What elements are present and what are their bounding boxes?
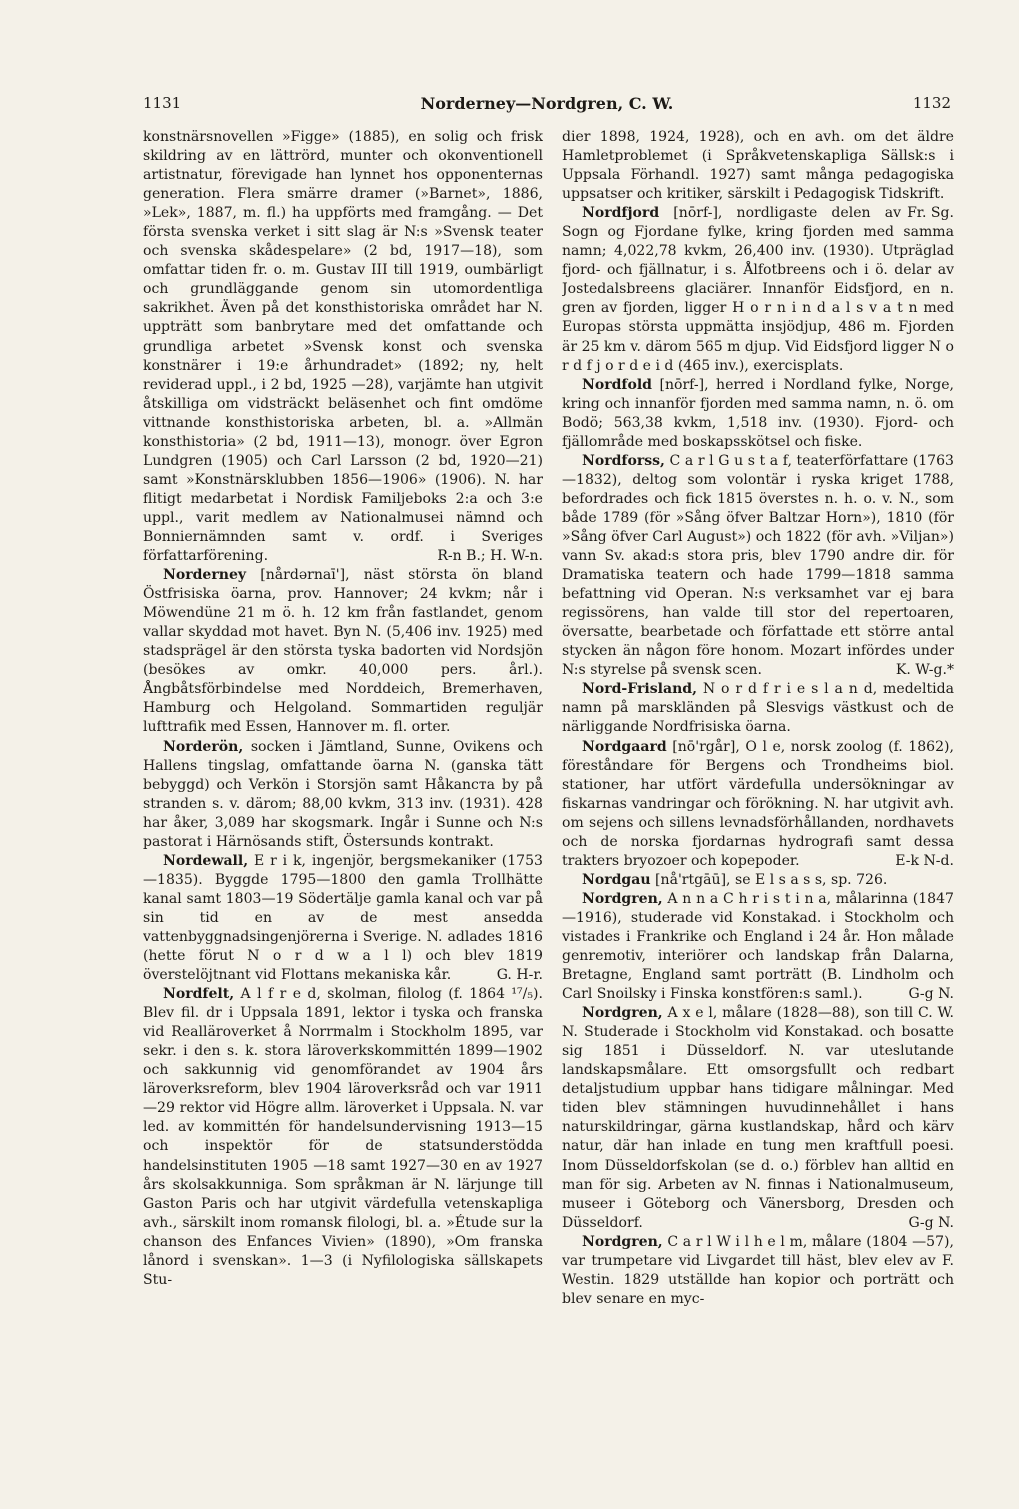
entry-text: [nå'rtgāū], se E l s a s s, sp. 726. — [650, 871, 888, 888]
entry-headword: Norderön, — [163, 738, 244, 755]
entry-text: [nō'rgår], O l e, norsk zoolog (f. 1862), föreståndare för Bergens och Trondheims biol. stationer, har utfört värdefulla undersökningar av fiskarnas vandringar och förökning. N. har utgivit avh. om sejens och sillens levnadsförhållanden, nordhavets och de norska fjordarnas hydrografi samt dessa trakters bryozoer och kopepoder. — [562, 738, 954, 869]
entry-text: A n n a C h r i s t i n a, målarinna (1847—1916), studerade vid Konstakad. i Stockholm och vistades i Frankrike och England i 24 år. Hon målade genremotiv, interiörer och landskap från Dalarna, Bretagne, England samt porträtt (B. Lindholm och Carl Snoilsky i Finska konstfören:s saml.). — [562, 890, 954, 1003]
entry-headword: Nordewall, — [163, 852, 249, 869]
encyclopedia-entry — [143, 738, 543, 852]
author-signature: K. W-g.* — [895, 662, 954, 679]
entry-text: C a r l G u s t a f, teaterförfattare (1763—1832), deltog som volontär i ryska kriget 1788, befordrades och fick 1815 överstes n. h. o. v. N., som både 1789 (för »Sång öfver Baltzar Horn»), 1810 (för »Sång öfver Carl August») och 1822 (för avh. »Viljan») vann Sv. akad:s stora pris, blev 1790 andre dir. för Dramatiska teatern och hade 1799—1818 samma befattning vid Operan. N:s verksamhet var ej bara regissörens, han valde till stor del repertoaren, översatte, bearbetade och författade ett större antal stycken än någon före honom. Mozart infördes under N:s styrelse på svensk scen. — [562, 452, 954, 679]
entry-text: socken i Jämtland, Sunne, Ovikens och Hallens tingslag, omfattande öarna N. (ganska tätt bebyggd) och Verkön i Storsjön samt Håkanста by på stranden s. v. därom; 88,00 kvkm, 313 inv. (1931). 428 har åker, 3,089 har skogsmark. Ingår i Sunne och N:s pastorat i Härnösands stift, Östersunds kontrakt. — [143, 738, 543, 850]
author-signature: E-k N-d. — [895, 852, 954, 869]
encyclopedia-entry — [562, 890, 954, 1004]
author-signature: Fr. Sg. — [907, 205, 954, 222]
continuation-paragraph — [143, 128, 543, 566]
author-signature: G. H-r. — [496, 967, 543, 984]
entry-text: konstnärsnovellen »Figge» (1885), en solig och frisk skildring av en lättrörd, munter och okonventionell artistnatur, förevigade han lynnet hos opponenternas generation. Flera smärre dramer (»Barnet», 1886, »Lek», 1887, m. fl.) ha uppförts med framgång. — Det första svenska verket i sitt slag är N:s »Svensk teater och svenska skådespelare» (2 bd, 1917—18), som omfattar tiden fr. o. m. Gustav III till 1919, oumbärligt och grundläggande genom sin utomordentliga sakrikhet. Även på det konsthistoriska området har N. uppträtt som banbrytare med det omfattande och grundliga arbetet »Svensk konst och svenska konstnärer i 19:e århundradet» (1892; ny, helt reviderad uppl., i 2 bd, 1925 —28), varjämte han utgivit åtskilliga om vidsträckt beläsenhet och fint omdöme vittnande konsthistoriska arbeten, bl. a. »Allmän konsthistoria» (2 bd, 1911—13), monogr. över Egron Lundgren (1905) och Carl Larsson (2 bd, 1920—21) samt »Konstnärsklubben 1856—1906» (1906). N. har flitigt medarbetat i Nordisk Familjeboks 2:a och 3:e uppl., varit medlem av Nationalmusei nämnd och Bonniernämnden samt v. ordf. i Sveriges författarförening. — [143, 129, 543, 565]
encyclopedia-entry — [562, 871, 954, 890]
entry-text: E r i k, ingenjör, bergsmekaniker (1753—1835). Byggde 1795—1800 den gamla Trollhätte kanal samt 1803—19 Södertälje gamla kanal och var på sin tid en av de mest ansedda vattenbyggnadsingenjörerna i Sverige. N. adlades 1816 (hette förut N o r d w a l l) och blev 1819 överstelöjtnant vid Flottans mekaniska kår. — [143, 852, 543, 984]
entry-text: [nårdərnaī'], näst största ön bland Östfrisiska öarna, prov. Hannover; 24 kvkm; når i Möwendüne 21 m ö. h. 12 km från fastlandet, genom vallar skyddad mot havet. Byn N. (5,406 inv. 1925) med stadsprägel är den största tyska badorten vid Nordsjön (besökes av omkr. 40,000 pers. årl.). Ångbåtsförbindelse med Norddeich, Bremerhaven, Hamburg och Helgoland. Sommartiden reguljär lufttrafik med Essen, Hannover m. fl. orter. — [143, 567, 543, 736]
author-signature: R-n B.; H. W-n. — [437, 548, 543, 565]
entry-text: [nōrf-], herred i Nordland fylke, Norge, kring och innanför fjorden med samma namn, n. ö. om Bodö; 563,38 kvkm, 1,518 inv. (1930). Fjord- och fjällområde med boskapsskötsel och fiske. — [562, 376, 954, 450]
entry-text: N o r d f r i e s l a n d, medeltida namn på marskländen på Slesvigs västkust och de närliggande Nordfrisiska öarna. — [562, 681, 954, 736]
entry-headword: Nordfelt, — [163, 986, 235, 1003]
entry-text: C a r l W i l h e l m, målare (1804 —57), var trumpetare vid Livgardet till häst, blev elev av F. Westin. 1829 utställde han kopior och porträtt och blev senare en myc- — [562, 1233, 954, 1307]
entry-headword: Nordgau — [582, 871, 651, 888]
left-entries — [143, 566, 543, 1290]
page-number-right: 1132 — [912, 94, 951, 112]
encyclopedia-entry — [562, 452, 954, 681]
entry-headword: Nordgren, — [582, 890, 663, 907]
encyclopedia-entry — [143, 852, 543, 985]
page-header — [143, 94, 951, 116]
encyclopedia-entry — [562, 1233, 954, 1309]
encyclopedia-entry — [562, 738, 954, 871]
entry-text: [nōrf-], nordligaste delen av Sogn og Fjordane fylke, kring fjorden med samma namn; 4,022,78 kvkm, 26,400 inv. (1930). Utpräglad fjord- och fjällnatur, i s. Ålfotbreens och i ö. delar av Jostedalsbreens glaciärer. Innanför Eidsfjord, en n. gren av fjorden, ligger H o r n i n d a l s v a t n med Europas största uppmätta insjödjup, 486 m. Fjorden är 25 km v. därom 565 m djup. Vid Eidsfjord ligger N o r d f j o r d e i d (465 inv.), exercisplats. — [562, 205, 954, 374]
entry-text: dier 1898, 1924, 1928), och en avh. om det äldre Hamletproblemet (i Språkvetenskapliga Sällsk:s i Uppsala Förhandl. 1927) samt många pedagogiska uppsatser och kritiker, särskilt i Pedagogisk Tidskrift. — [562, 129, 954, 203]
running-head: Norderney—Nordgren, C. W. — [420, 94, 674, 113]
right-column — [562, 128, 954, 1418]
encyclopedia-entry — [562, 204, 954, 375]
encyclopedia-entry — [143, 566, 543, 737]
entry-headword: Nordfold — [582, 376, 653, 393]
author-signature: G-g N. — [908, 1214, 954, 1231]
encyclopedia-entry — [562, 376, 954, 452]
entry-headword: Nordforss, — [582, 452, 665, 469]
left-column — [143, 128, 543, 1418]
encyclopedia-entry — [562, 1004, 954, 1233]
entry-text: A l f r e d, skolman, filolog (f. 1864 ¹⁷/₅). Blev fil. dr i Uppsala 1891, lektor i tyska och franska vid Realläroverket å Norrmalm i Stockholm 1895, var sekr. i den s. k. stora läroverkskommittén 1899—1902 och sakkunnig vid genomförandet av 1904 års läroverksreform, blev 1904 läroverksråd och var 1911—29 rektor vid Högre allm. läroverket i Uppsala. N. var led. av kommittén för handelsundervisning 1913—15 och inspektör för de statsunderstödda handelsinstituten 1905 —18 samt 1927—30 en av 1927 års skolsakkunniga. Som språkman är N. lärjunge till Gaston Paris och har utgivit värdefulla vetenskapliga avh., särskilt inom romansk filologi, bl. a. »Étude sur la chanson des Enfances Vivien» (1890), »Om franska lånord i svenskan». 1—3 (i Nyfilologiska sällskapets Stu- — [143, 986, 543, 1288]
entry-headword: Norderney — [163, 567, 247, 584]
entry-text: A x e l, målare (1828—88), son till C. W. N. Studerade i Stockholm vid Konstakad. och bosatte sig 1851 i Düsseldorf. N. var uteslutande landskapsmålare. Ett omsorgsfullt och redbart detaljstudium uppbar hans tidigare målningar. Med tiden blev stämningen huvudinnehållet i hans naturskildringar, gärna kustlandskap, hård och kärv natur, där han inlade en tung men kraftfull poesi. Inom Düsseldorfskolan (se d. o.) förblev han alltid en man för sig. Arbeten av N. finnas i Nationalmuseum, museer i Göteborg och Vänersborg, Dresden och Düsseldorf. — [562, 1005, 954, 1231]
entry-headword: Nordfjord — [582, 205, 660, 222]
entry-headword: Nordgren, — [582, 1005, 663, 1022]
author-signature: G-g N. — [908, 986, 954, 1003]
encyclopedia-entry — [562, 680, 954, 737]
entry-headword: Nordgren, — [582, 1233, 663, 1250]
right-entries — [562, 204, 954, 1309]
entry-headword: Nord-Frisland, — [582, 681, 697, 698]
page-number-left: 1131 — [143, 94, 182, 112]
encyclopedia-entry — [143, 985, 543, 1290]
entry-headword: Nordgaard — [582, 738, 667, 755]
